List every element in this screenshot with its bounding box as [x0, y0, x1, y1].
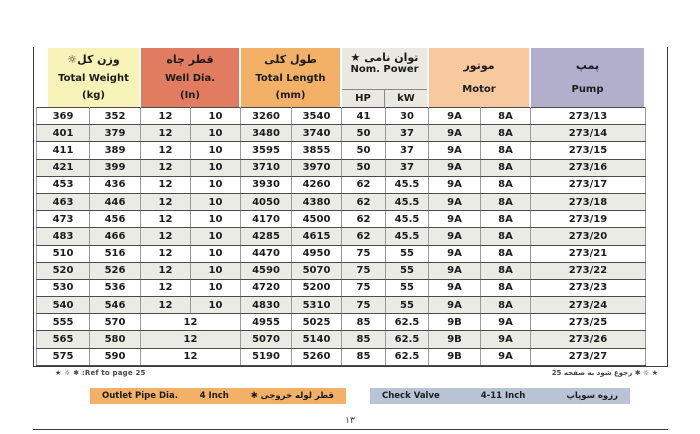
- table-cell: 4050: [241, 193, 292, 210]
- table-cell: 62: [342, 193, 386, 210]
- table-cell: 12: [141, 142, 191, 159]
- table-cell: 55: [386, 245, 429, 262]
- table-cell: 5070: [241, 331, 292, 348]
- table-cell: 4285: [241, 228, 292, 245]
- col-header-total-weight-fa: وزن کل☼: [67, 53, 120, 67]
- table-cell: 9A: [429, 125, 481, 142]
- table-cell: 575: [37, 348, 90, 365]
- table-cell: 526: [90, 262, 141, 279]
- table-cell: 3740: [292, 125, 342, 142]
- table-cell: 10: [191, 211, 241, 228]
- table-row: [37, 142, 646, 159]
- table-cell: 30: [386, 108, 429, 125]
- spec-table: [36, 48, 645, 366]
- table-cell: 546: [90, 297, 141, 314]
- table-cell: 510: [37, 245, 90, 262]
- table-cell: 4260: [292, 176, 342, 193]
- col-subheader-hp: HP: [355, 93, 371, 104]
- table-cell: 8A: [481, 279, 531, 296]
- table-row: [37, 193, 646, 210]
- table-cell: 8A: [481, 211, 531, 228]
- table-cell: 10: [191, 297, 241, 314]
- table-cell: 483: [37, 228, 90, 245]
- table-cell: 9B: [429, 348, 481, 365]
- table-cell: 530: [37, 279, 90, 296]
- table-cell: 45.5: [386, 228, 429, 245]
- table-cell: 273/21: [531, 245, 646, 262]
- table-cell: 85: [342, 331, 386, 348]
- page-number: ۱۳: [345, 416, 355, 426]
- table-cell: 8A: [481, 193, 531, 210]
- table-cell: 8A: [481, 176, 531, 193]
- table-cell: 62.5: [386, 348, 429, 365]
- col-header-motor: [429, 48, 529, 107]
- table-cell: 4590: [241, 262, 292, 279]
- table-cell: 456: [90, 211, 141, 228]
- table-cell: 473: [37, 211, 90, 228]
- check-valve-value: 4-11 Inch: [480, 391, 526, 401]
- table-cell: 55: [386, 297, 429, 314]
- table-cell: 62: [342, 176, 386, 193]
- table-cell: 12: [141, 176, 191, 193]
- col-header-total-weight-en: Total Weight: [58, 72, 129, 84]
- table-cell: 8A: [481, 228, 531, 245]
- outlet-pipe-bar: [90, 388, 346, 404]
- table-cell: 273/17: [531, 176, 646, 193]
- table-cell: 37: [386, 142, 429, 159]
- table-row: [37, 176, 646, 193]
- table-cell: 466: [90, 228, 141, 245]
- table-row: [37, 348, 646, 365]
- table-cell: 12: [141, 279, 191, 296]
- table-cell: 55: [386, 262, 429, 279]
- table-cell: 399: [90, 159, 141, 176]
- table-cell: 401: [37, 125, 90, 142]
- table-cell: 9A: [429, 262, 481, 279]
- col-subheader-hp-kw: [342, 89, 427, 107]
- col-header-motor-en: Motor: [462, 84, 496, 96]
- table-row: [37, 331, 646, 348]
- outlet-pipe-label-en: Outlet Pipe Dia.: [102, 391, 178, 401]
- table-cell: 8A: [481, 108, 531, 125]
- col-header-total-weight-unit: (kg): [82, 89, 105, 101]
- table-cell: 4615: [292, 228, 342, 245]
- table-cell: 9A: [429, 228, 481, 245]
- table-cell: 3970: [292, 159, 342, 176]
- table-cell: 3710: [241, 159, 292, 176]
- col-subheader-kw: kW: [384, 90, 427, 107]
- table-cell: 12: [141, 159, 191, 176]
- table-cell: 10: [191, 279, 241, 296]
- table-cell: 10: [191, 193, 241, 210]
- table-frame-bottom: [33, 366, 668, 367]
- table-cell: 352: [90, 108, 141, 125]
- table-cell: 37: [386, 159, 429, 176]
- col-header-total-length: [241, 48, 340, 107]
- table-cell: 273/15: [531, 142, 646, 159]
- table-cell: 5260: [292, 348, 342, 365]
- table-cell: 273/22: [531, 262, 646, 279]
- table-cell: 273/13: [531, 108, 646, 125]
- table-cell: 75: [342, 297, 386, 314]
- table-cell: 5310: [292, 297, 342, 314]
- table-cell: 4470: [241, 245, 292, 262]
- col-header-well-dia-en: Well Dia.: [164, 72, 216, 84]
- table-row: [37, 245, 646, 262]
- table-cell: 62: [342, 228, 386, 245]
- table-cell: 8A: [481, 142, 531, 159]
- table-cell: 45.5: [386, 176, 429, 193]
- table-cell: 3855: [292, 142, 342, 159]
- table-cell: 75: [342, 262, 386, 279]
- table-cell: 389: [90, 142, 141, 159]
- check-valve-label-en: Check Valve: [382, 391, 440, 401]
- table-cell: 12: [141, 331, 241, 348]
- outlet-pipe-label-fa: قطر لوله خروجی ✱: [250, 391, 334, 401]
- table-row: [37, 297, 646, 314]
- table-cell: 37: [386, 125, 429, 142]
- table-cell: 273/20: [531, 228, 646, 245]
- table-cell: 273/25: [531, 314, 646, 331]
- check-valve-label-fa: رزوه سوپاپ: [566, 391, 618, 401]
- table-row: [37, 159, 646, 176]
- table-cell: 520: [37, 262, 90, 279]
- table-cell: 580: [90, 331, 141, 348]
- table-cell: 4380: [292, 193, 342, 210]
- table-cell: 9A: [481, 331, 531, 348]
- table-cell: 9A: [429, 245, 481, 262]
- table-cell: 10: [191, 159, 241, 176]
- col-header-well-dia: [141, 48, 239, 107]
- table-cell: 273/24: [531, 297, 646, 314]
- table-cell: 540: [37, 297, 90, 314]
- table-cell: 9A: [429, 176, 481, 193]
- table-cell: 4170: [241, 211, 292, 228]
- table-cell: 5190: [241, 348, 292, 365]
- table-body: [37, 108, 646, 366]
- table-cell: 273/19: [531, 211, 646, 228]
- table-cell: 4500: [292, 211, 342, 228]
- table-cell: 5025: [292, 314, 342, 331]
- table-cell: 12: [141, 348, 241, 365]
- table-cell: 516: [90, 245, 141, 262]
- table-cell: 9A: [481, 348, 531, 365]
- table-row: [37, 211, 646, 228]
- table-cell: 45.5: [386, 193, 429, 210]
- table-cell: 4830: [241, 297, 292, 314]
- table-cell: 9A: [429, 193, 481, 210]
- table-cell: 41: [342, 108, 386, 125]
- col-header-nom-power: [342, 48, 427, 107]
- col-header-total-length-unit: (mm): [275, 89, 306, 101]
- col-header-well-dia-fa: قطر چاه: [166, 53, 214, 67]
- table-cell: 273/18: [531, 193, 646, 210]
- table-cell: 3260: [241, 108, 292, 125]
- table-frame-right: [667, 47, 668, 366]
- table-cell: 273/23: [531, 279, 646, 296]
- table-cell: 5140: [292, 331, 342, 348]
- table-cell: 9B: [429, 331, 481, 348]
- table-cell: 12: [141, 108, 191, 125]
- check-valve-bar: [370, 388, 630, 404]
- table-row: [37, 279, 646, 296]
- table-cell: 12: [141, 262, 191, 279]
- table-cell: 10: [191, 245, 241, 262]
- table-cell: 85: [342, 348, 386, 365]
- col-header-total-length-fa: طول کلی: [264, 53, 317, 67]
- table-cell: 555: [37, 314, 90, 331]
- table-cell: 273/27: [531, 348, 646, 365]
- table-header: [36, 48, 645, 107]
- table-cell: 12: [141, 193, 191, 210]
- col-header-pump-fa: پمپ: [575, 58, 600, 72]
- table-cell: 12: [141, 297, 191, 314]
- table-cell: 9A: [429, 142, 481, 159]
- table-grid: [36, 107, 646, 366]
- table-cell: 411: [37, 142, 90, 159]
- table-cell: 5070: [292, 262, 342, 279]
- table-cell: 421: [37, 159, 90, 176]
- table-cell: 10: [191, 176, 241, 193]
- table-cell: 9A: [429, 211, 481, 228]
- table-row: [37, 125, 646, 142]
- table-cell: 10: [191, 108, 241, 125]
- table-cell: 10: [191, 228, 241, 245]
- table-cell: 62.5: [386, 314, 429, 331]
- table-cell: 10: [191, 125, 241, 142]
- table-cell: 85: [342, 314, 386, 331]
- footnote-right: ★ ☼ ✱ رجوع شود به صفحه 25: [551, 369, 658, 377]
- table-cell: 50: [342, 159, 386, 176]
- table-cell: 62.5: [386, 331, 429, 348]
- table-cell: 8A: [481, 125, 531, 142]
- table-row: [37, 314, 646, 331]
- table-cell: 50: [342, 125, 386, 142]
- table-cell: 565: [37, 331, 90, 348]
- table-cell: 536: [90, 279, 141, 296]
- table-cell: 8A: [481, 262, 531, 279]
- table-cell: 9A: [429, 279, 481, 296]
- table-cell: 9B: [429, 314, 481, 331]
- table-cell: 9A: [481, 314, 531, 331]
- table-cell: 273/26: [531, 331, 646, 348]
- footnote-left: ★ ☼ ✱ :Ref to page 25: [55, 369, 146, 377]
- table-cell: 75: [342, 245, 386, 262]
- table-cell: 5200: [292, 279, 342, 296]
- table-cell: 369: [37, 108, 90, 125]
- col-header-nom-power-fa: توان نامی ★: [350, 51, 419, 64]
- table-cell: 12: [141, 125, 191, 142]
- table-cell: 453: [37, 176, 90, 193]
- table-cell: 50: [342, 142, 386, 159]
- table-cell: 4720: [241, 279, 292, 296]
- col-header-motor-fa: موتور: [463, 58, 495, 72]
- table-cell: 590: [90, 348, 141, 365]
- table-cell: 8A: [481, 245, 531, 262]
- table-frame-left: [33, 47, 34, 366]
- table-cell: 10: [191, 142, 241, 159]
- table-cell: 12: [141, 228, 191, 245]
- table-cell: 3595: [241, 142, 292, 159]
- table-cell: 12: [141, 245, 191, 262]
- table-cell: 12: [141, 211, 191, 228]
- table-cell: 55: [386, 279, 429, 296]
- table-cell: 12: [141, 314, 241, 331]
- table-cell: 3930: [241, 176, 292, 193]
- table-cell: 9A: [429, 159, 481, 176]
- outlet-pipe-value: 4 Inch: [199, 391, 229, 401]
- table-cell: 62: [342, 211, 386, 228]
- col-header-total-length-en: Total Length: [255, 72, 326, 84]
- table-cell: 4955: [241, 314, 292, 331]
- footer-rule: [33, 429, 668, 430]
- table-row: [37, 108, 646, 125]
- table-cell: 9A: [429, 297, 481, 314]
- table-cell: 8A: [481, 159, 531, 176]
- table-cell: 10: [191, 262, 241, 279]
- table-row: [37, 262, 646, 279]
- table-cell: 273/14: [531, 125, 646, 142]
- table-cell: 3480: [241, 125, 292, 142]
- table-cell: 463: [37, 193, 90, 210]
- table-cell: 273/16: [531, 159, 646, 176]
- col-header-well-dia-unit: (In): [180, 89, 200, 101]
- col-header-nom-power-en: Nom. Power: [350, 64, 419, 76]
- table-row: [37, 228, 646, 245]
- table-cell: 75: [342, 279, 386, 296]
- col-header-total-weight: [48, 48, 139, 107]
- table-cell: 379: [90, 125, 141, 142]
- table-cell: 3540: [292, 108, 342, 125]
- col-header-pump: [531, 48, 644, 107]
- table-cell: 8A: [481, 297, 531, 314]
- col-header-pump-en: Pump: [571, 84, 604, 96]
- table-cell: 446: [90, 193, 141, 210]
- table-cell: 570: [90, 314, 141, 331]
- table-cell: 9A: [429, 108, 481, 125]
- table-cell: 436: [90, 176, 141, 193]
- table-cell: 4950: [292, 245, 342, 262]
- table-cell: 45.5: [386, 211, 429, 228]
